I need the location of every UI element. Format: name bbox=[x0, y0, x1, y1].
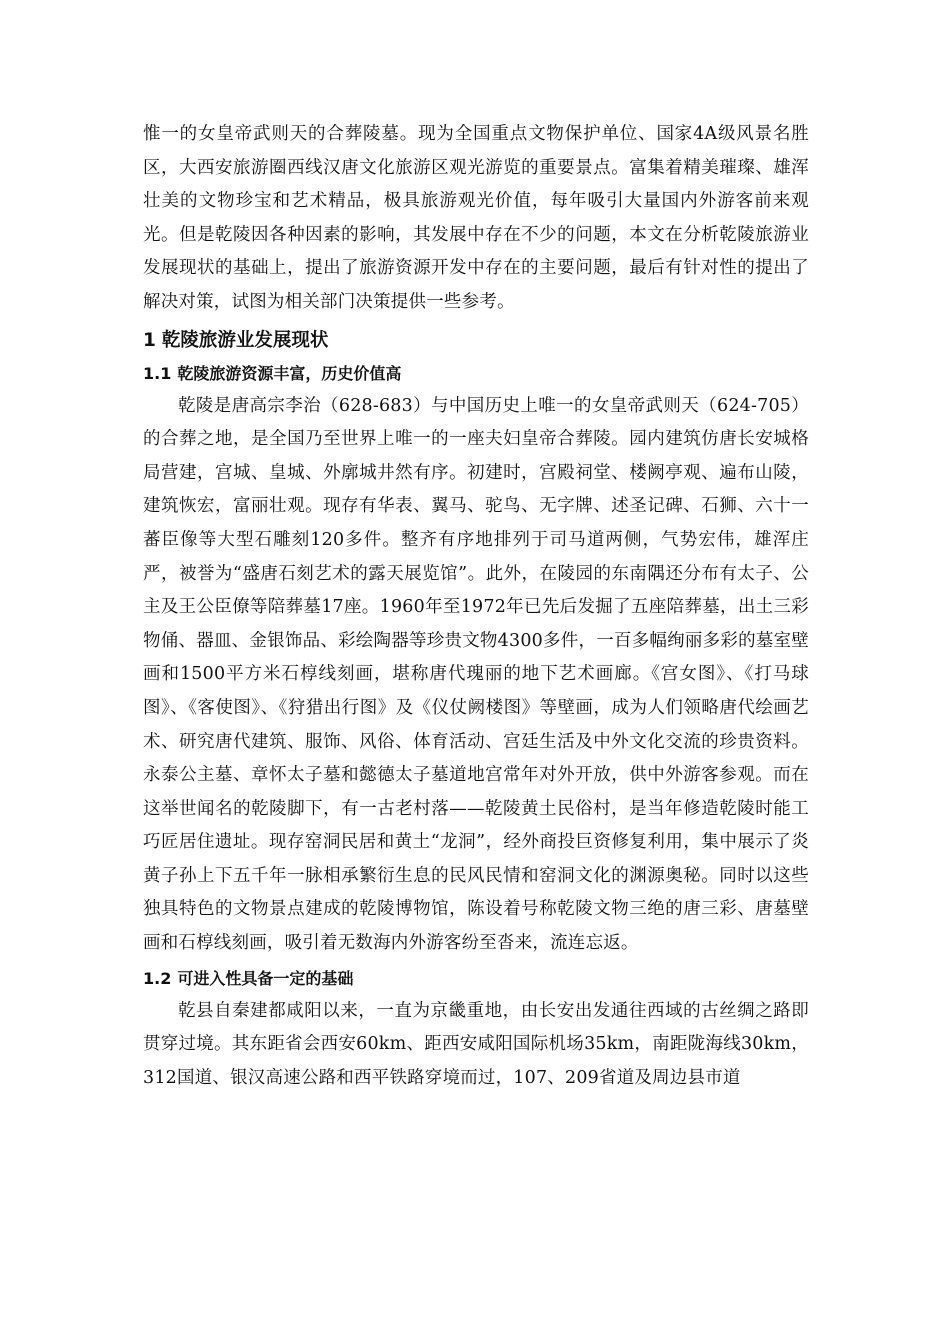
section-1-heading bbox=[143, 326, 809, 356]
section-1-number: 1 bbox=[143, 329, 156, 351]
document-page bbox=[143, 118, 809, 1095]
section-1-2-number: 1.2 bbox=[143, 968, 172, 988]
section-1-1-number: 1.1 bbox=[143, 363, 172, 383]
intro-paragraph: 惟一的女皇帝武则天的合葬陵墓。现为全国重点文物保护单位、国家4A级风景名胜区，大西安旅游圈西线汉唐文化旅游区观光游览的重要景点。富集着精美璀璨、雄浑壮美的文物珍宝和艺术精品，极具旅游观光价值，每年吸引大量国内外游客前来观光。但是乾陵因各种因素的影响，其发展中存在不少的问题，本文在分析乾陵旅游业发展现状的基础上，提出了旅游资源开发中存在的主要问题，最后有针对性的提出了解决对策，试图为相关部门决策提供一些参考。 bbox=[143, 124, 809, 312]
section-1-2-heading bbox=[143, 965, 809, 993]
section-1-1-paragraph: 乾陵是唐高宗李治（628-683）与中国历史上唯一的女皇帝武则天（624-705）的合葬之地，是全国乃至世界上唯一的一座夫妇皇帝合葬陵。园内建筑仿唐长安城格局营建，宫城、皇城、外廓城井然有序。初建时，宫殿祠堂、楼阙亭观、遍布山陵，建筑恢宏，富丽壮观。现存有华表、翼马、驼鸟、无字牌、述圣记碑、石狮、六十一蕃臣像等大型石雕刻120多件。整齐有序地排列于司马道两侧，气势宏伟，雄浑庄严，被誉为“盛唐石刻艺术的露天展览馆”。此外，在陵园的东南隅还分布有太子、公主及王公臣僚等陪葬墓17座。1960年至1972年已先后发掘了五座陪葬墓，出土三彩物俑、器皿、金银饰品、彩绘陶器等珍贵文物4300多件，一百多幅绚丽多彩的墓室壁画和1500平方米石椁线刻画，堪称唐代瑰丽的地下艺术画廊。《宫女图》、《打马球图》、《客使图》、《狩猎出行图》及《仪仗阙楼图》等壁画，成为人们领略唐代绘画艺术、研究唐代建筑、服饰、风俗、体育活动、宫廷生活及中外文化交流的珍贵资料。永泰公主墓、章怀太子墓和懿德太子墓道地宫常年对外开放，供中外游客参观。而在这举世闻名的乾陵脚下，有一古老村落——乾陵黄土民俗村，是当年修造乾陵时能工巧匠居住遗址。现存窑洞民居和黄土“龙洞”，经外商投巨资修复利用，集中展示了炎黄子孙上下五千年一脉相承繁衍生息的民风民情和窑洞文化的渊源奥秘。同时以这些独具特色的文物景点建成的乾陵博物馆，陈设着号称乾陵文物三绝的唐三彩、唐墓壁画和石椁线刻画，吸引着无数海内外游客纷至沓来，流连忘返。 bbox=[143, 395, 809, 954]
section-1-2-paragraph: 乾县自秦建都咸阳以来，一直为京畿重地，由长安出发通往西域的古丝绸之路即贯穿过境。其东距省会西安60km、距西安咸阳国际机场35km，南距陇海线30km，312国道、银汉高速公路和西平铁路穿境而过，107、209省道及周边县市道 bbox=[143, 1000, 809, 1088]
section-1-title: 乾陵旅游业发展现状 bbox=[161, 329, 329, 351]
section-1-2-title: 可进入性具备一定的基础 bbox=[177, 968, 354, 988]
section-1-1-title: 乾陵旅游资源丰富，历史价值高 bbox=[177, 363, 402, 383]
section-1-1-heading bbox=[143, 360, 809, 388]
